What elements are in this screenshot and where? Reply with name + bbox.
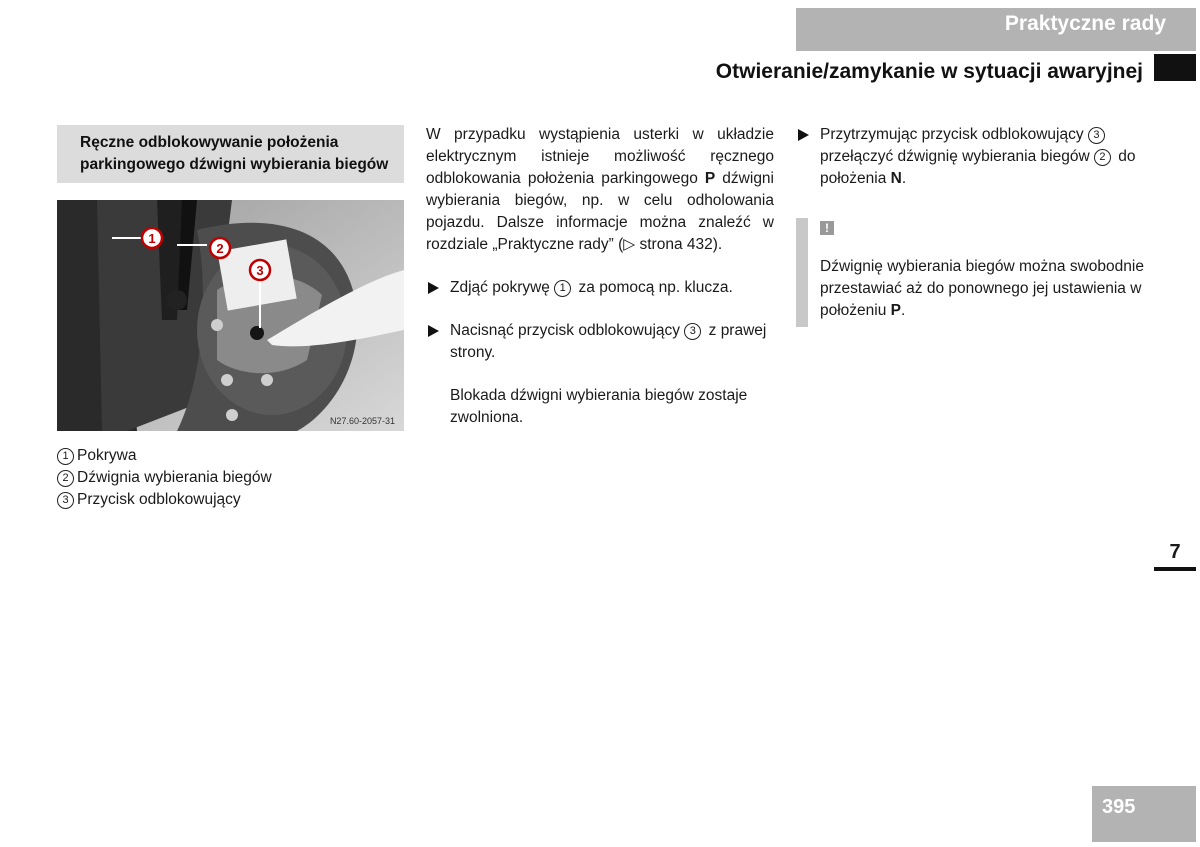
step-arrow-icon	[428, 282, 439, 294]
legend-item: 2 Dźwignia wybierania biegów	[57, 467, 272, 489]
figure-photo	[57, 200, 404, 431]
number-circle: 3	[57, 492, 74, 509]
chapter-underline	[1154, 567, 1196, 571]
number-circle: 1	[57, 448, 74, 465]
step-remove-cover: Zdjąć pokrywę 1 za pomocą np. klucza.	[426, 277, 774, 299]
step-press-button: Nacisnąć przycisk odblokowujący 3 z prawej strony.	[426, 320, 774, 364]
legend-item: 1 Pokrywa	[57, 445, 272, 467]
callout-2-label: 2	[216, 241, 224, 256]
chapter-number: 7	[1169, 541, 1181, 563]
page-reference-icon: ▷	[623, 236, 636, 253]
callout-1-label: 1	[148, 231, 156, 246]
title-marker-block	[1154, 54, 1196, 81]
number-circle: 3	[684, 323, 701, 340]
warning-icon: !	[820, 221, 834, 235]
note-box	[796, 218, 1146, 327]
number-circle: 2	[1094, 149, 1111, 166]
page-title: Otwieranie/zamykanie w sytuacji awaryjnej	[715, 60, 1143, 83]
note-text: Dźwignię wybierania biegów można swobodnie przestawiać aż do ponownego jej ustawienia w położeniu P.	[820, 258, 1144, 319]
legend-item: 3 Przycisk odblokowujący	[57, 489, 272, 511]
subheading: Ręczne odblokowywanie położenia parkingowego dźwigni wybierania biegów	[80, 134, 389, 173]
figure-legend	[57, 445, 272, 511]
page-number-box	[1092, 786, 1196, 842]
step-shift-lever: Przytrzymując przycisk odblokowujący 3 przełączyć dźwignię wybierania biegów 2 do położenia N.	[796, 124, 1146, 190]
step-result: Blokada dźwigni wybierania biegów zostaje zwolniona.	[450, 387, 748, 426]
step-arrow-icon	[428, 325, 439, 337]
step-arrow-icon	[798, 129, 809, 141]
column-3	[796, 124, 1146, 190]
number-circle: 1	[554, 280, 571, 297]
page-number: 395	[1102, 796, 1136, 818]
section-title: Praktyczne rady	[1004, 12, 1166, 35]
number-circle: 3	[1088, 127, 1105, 144]
figure-code: N27.60-2057-31	[329, 416, 395, 426]
gear-selector-illustration	[57, 200, 404, 431]
instructions-column	[426, 124, 774, 429]
section-tab	[796, 8, 1196, 51]
intro-paragraph: W przypadku wystąpienia usterki w układzie elektrycznym istnieje możliwość ręcznego odblokowania położenia parkingowego P dźwigni wybierania biegów, np. w celu odholowania pojazdu. Dalsze informacje można znaleźć w rozdziale „Praktyczne rady” (▷ strona 432).	[426, 126, 774, 253]
subheading-box	[57, 125, 404, 183]
callout-3-label: 3	[256, 263, 264, 278]
note-bar	[796, 218, 808, 327]
number-circle: 2	[57, 470, 74, 487]
